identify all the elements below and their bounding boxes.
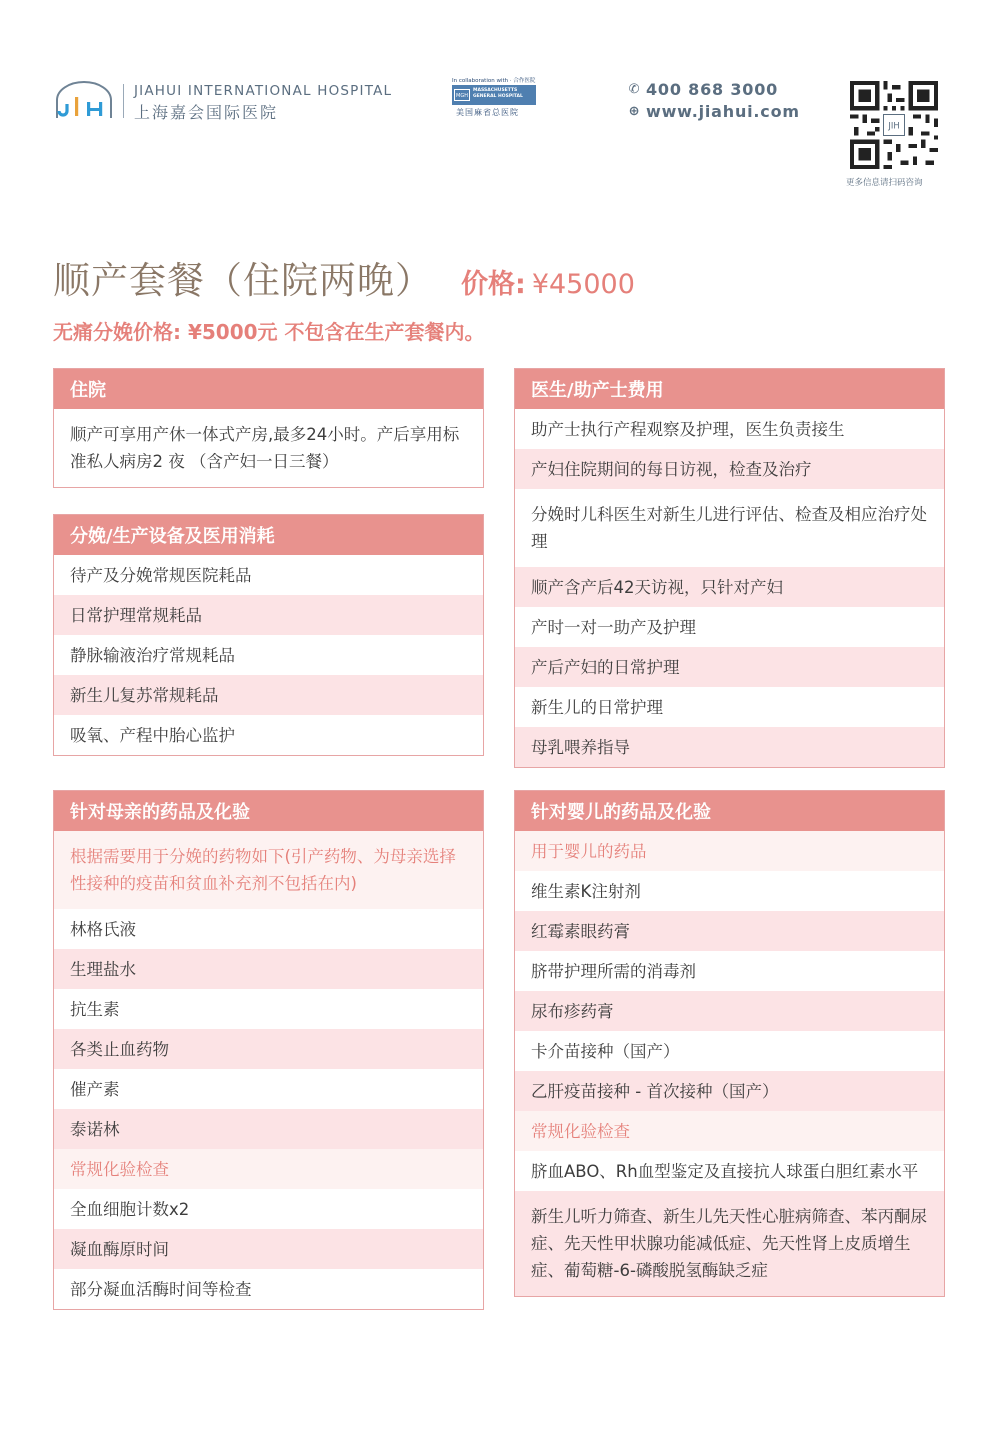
list-item: 产后产妇的日常护理	[515, 647, 944, 687]
list-item: 维生素K注射剂	[515, 871, 944, 911]
list-item: 新生儿复苏常规耗品	[54, 675, 483, 715]
card-header: 分娩/生产设备及医用消耗	[54, 515, 483, 555]
card-body	[54, 555, 483, 755]
section-subheading: 根据需要用于分娩的药物如下(引产药物、为母亲选择性接种的疫苗和贫血补充剂不包括在内)	[54, 831, 483, 909]
list-item: 脐血ABO、Rh血型鉴定及直接抗人球蛋白胆红素水平	[515, 1151, 944, 1191]
package-title: 顺产套餐（住院两晚）	[53, 259, 433, 302]
phone-row	[628, 78, 800, 100]
list-item: 部分凝血活酶时间等检查	[54, 1269, 483, 1309]
list-item: 分娩时儿科医生对新生儿进行评估、检查及相应治疗处理	[515, 489, 944, 567]
brand-name-en: JIAHUI INTERNATIONAL HOSPITAL	[134, 83, 393, 99]
mgh-abbrev: MGH	[454, 89, 470, 101]
qr-code[interactable]	[850, 81, 938, 169]
svg-text:JIH: JIH	[888, 120, 900, 131]
section-subheading: 常规化验检查	[515, 1111, 944, 1151]
card-equipment-supplies	[53, 514, 484, 756]
card-header: 医生/助产士费用	[515, 369, 944, 409]
list-item: 新生儿的日常护理	[515, 687, 944, 727]
card-header: 住院	[54, 369, 483, 409]
contact-info	[628, 78, 800, 122]
section-subheading: 常规化验检查	[54, 1149, 483, 1189]
list-item: 泰诺林	[54, 1109, 483, 1149]
list-item: 红霉素眼药膏	[515, 911, 944, 951]
logo-divider	[123, 84, 124, 118]
card-body	[54, 831, 483, 1309]
card-header: 针对母亲的药品及化验	[54, 791, 483, 831]
list-item: 尿布疹药膏	[515, 991, 944, 1031]
list-item: 生理盐水	[54, 949, 483, 989]
list-item: 顺产可享用产休一体式产房,最多24小时。产后享用标准私人病房2 夜 （含产妇一日三餐）	[54, 409, 483, 487]
price-value: ¥45000	[531, 269, 635, 300]
card-body	[515, 409, 944, 767]
card-hospital-stay	[53, 368, 484, 488]
phone-number[interactable]: 400 868 3000	[646, 79, 779, 99]
mgh-name: MASSACHUSETTS GENERAL HOSPITAL	[473, 88, 523, 99]
epidural-price-note: 无痛分娩价格: ¥5000元 不包含在生产套餐内。	[53, 320, 485, 344]
brand-name-cn: 上海嘉会国际医院	[134, 103, 279, 122]
collaboration-text: In collaboration with · 合作医院	[452, 78, 536, 84]
list-item: 待产及分娩常规医院耗品	[54, 555, 483, 595]
list-item: 产时一对一助产及护理	[515, 607, 944, 647]
list-item: 顺产含产后42天访视，只针对产妇	[515, 567, 944, 607]
card-doctor-fees	[514, 368, 945, 768]
section-subheading: 用于婴儿的药品	[515, 831, 944, 871]
mgh-logo	[452, 85, 536, 105]
list-item: 林格氏液	[54, 909, 483, 949]
list-item: 助产士执行产程观察及护理，医生负责接生	[515, 409, 944, 449]
list-item: 日常护理常规耗品	[54, 595, 483, 635]
list-item: 产妇住院期间的每日访视，检查及治疗	[515, 449, 944, 489]
list-item: 催产素	[54, 1069, 483, 1109]
card-baby-medication	[514, 790, 945, 1297]
list-item: 新生儿听力筛查、新生儿先天性心脏病筛查、苯丙酮尿症、先天性甲状腺功能减低症、先天性肾上皮质增生症、葡萄糖-6-磷酸脱氢酶缺乏症	[515, 1191, 944, 1296]
website-row	[628, 100, 800, 122]
card-mother-medication	[53, 790, 484, 1310]
list-item: 乙肝疫苗接种 - 首次接种（国产）	[515, 1071, 944, 1111]
price-label: 价格:	[461, 269, 526, 300]
card-body	[54, 409, 483, 487]
list-item: 母乳喂养指导	[515, 727, 944, 767]
list-item: 各类止血药物	[54, 1029, 483, 1069]
globe-icon: ⊕	[628, 103, 641, 119]
qr-caption: 更多信息请扫码咨询	[846, 178, 923, 188]
list-item: 凝血酶原时间	[54, 1229, 483, 1269]
list-item: 脐带护理所需的消毒剂	[515, 951, 944, 991]
website-link[interactable]: www.jiahui.com	[646, 101, 800, 121]
jiahui-logo	[53, 80, 115, 120]
page-header	[0, 0, 993, 200]
package-title-row	[53, 250, 635, 304]
list-item: 卡介苗接种（国产）	[515, 1031, 944, 1071]
card-body	[515, 831, 944, 1296]
list-item: 静脉输液治疗常规耗品	[54, 635, 483, 675]
mgh-name-cn: 美国麻省总医院	[456, 108, 519, 117]
phone-icon: ✆	[628, 81, 641, 97]
list-item: 全血细胞计数x2	[54, 1189, 483, 1229]
list-item: 抗生素	[54, 989, 483, 1029]
card-header: 针对婴儿的药品及化验	[515, 791, 944, 831]
list-item: 吸氧、产程中胎心监护	[54, 715, 483, 755]
